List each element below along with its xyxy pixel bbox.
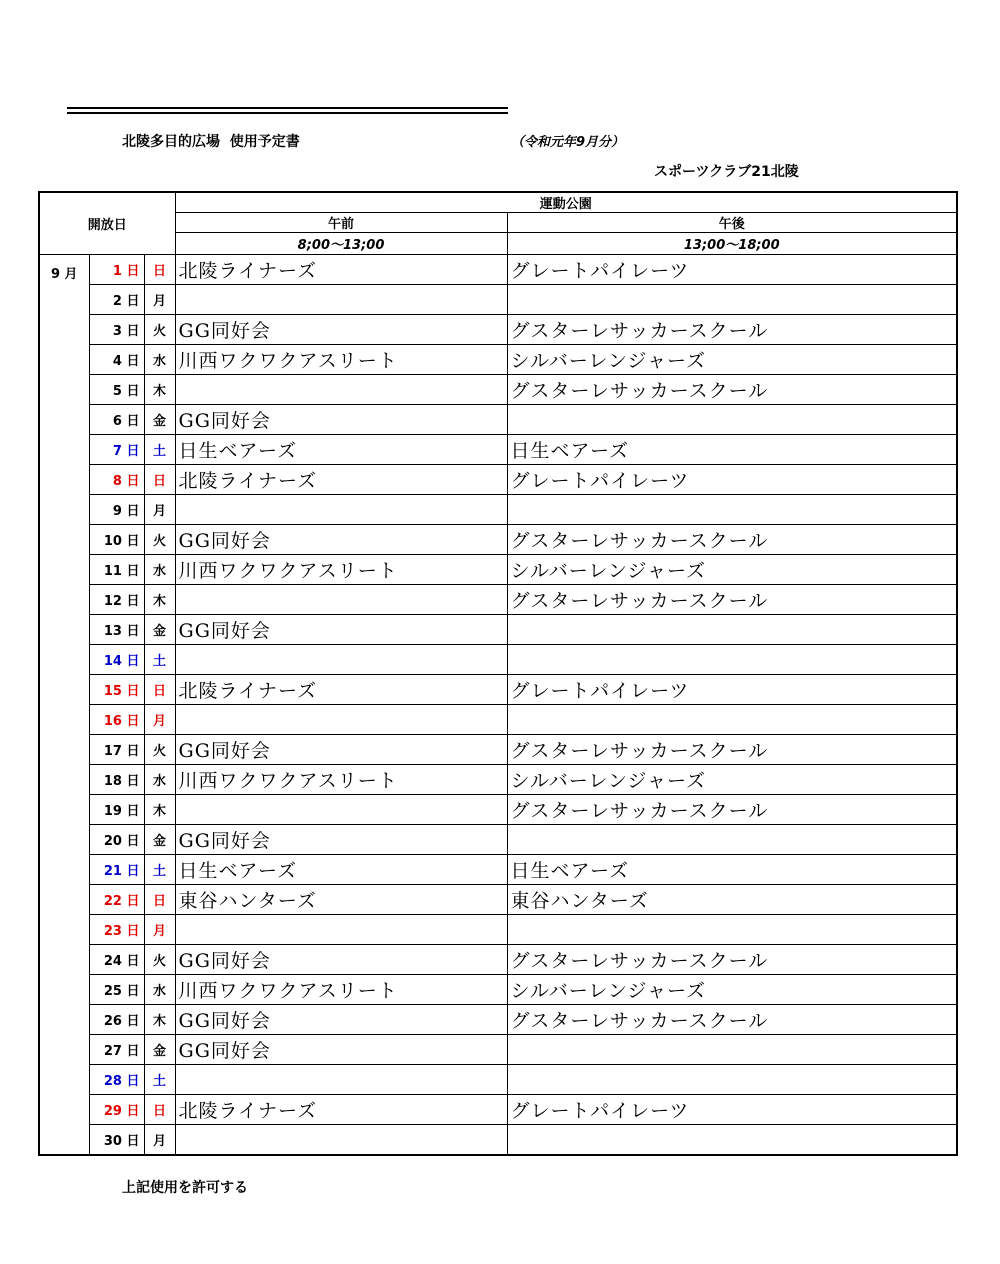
table-row — [39, 1095, 957, 1125]
day-number: 27 日 — [89, 1035, 144, 1065]
am-booking: GG同好会 — [175, 525, 507, 555]
am-booking — [175, 285, 507, 315]
pm-booking — [507, 1065, 957, 1095]
am-booking: GG同好会 — [175, 825, 507, 855]
pm-booking: グスターレサッカースクール — [507, 945, 957, 975]
day-of-week: 火 — [144, 735, 175, 765]
pm-booking: シルバーレンジャーズ — [507, 975, 957, 1005]
table-row — [39, 885, 957, 915]
pm-booking: グスターレサッカースクール — [507, 525, 957, 555]
am-booking: 日生ベアーズ — [175, 435, 507, 465]
day-of-week: 木 — [144, 795, 175, 825]
pm-booking — [507, 285, 957, 315]
day-of-week: 水 — [144, 765, 175, 795]
day-of-week: 土 — [144, 435, 175, 465]
day-of-week: 土 — [144, 855, 175, 885]
day-number: 17 日 — [89, 735, 144, 765]
am-booking: 北陵ライナーズ — [175, 465, 507, 495]
am-booking — [175, 1065, 507, 1095]
pm-booking — [507, 1035, 957, 1065]
am-time-header: 8;00～13;00 — [175, 233, 507, 255]
am-booking — [175, 645, 507, 675]
day-number: 23 日 — [89, 915, 144, 945]
pm-booking: グスターレサッカースクール — [507, 1005, 957, 1035]
day-number: 12 日 — [89, 585, 144, 615]
table-row — [39, 345, 957, 375]
table-row — [39, 435, 957, 465]
day-number: 9 日 — [89, 495, 144, 525]
day-number: 4 日 — [89, 345, 144, 375]
day-number: 15 日 — [89, 675, 144, 705]
pm-booking: グスターレサッカースクール — [507, 375, 957, 405]
am-booking — [175, 915, 507, 945]
day-of-week: 金 — [144, 405, 175, 435]
day-of-week: 日 — [144, 885, 175, 915]
table-row — [39, 615, 957, 645]
am-booking — [175, 705, 507, 735]
pm-header: 午後 — [507, 213, 957, 233]
day-number: 11 日 — [89, 555, 144, 585]
table-row — [39, 525, 957, 555]
table-row — [39, 315, 957, 345]
day-of-week: 日 — [144, 465, 175, 495]
am-booking — [175, 795, 507, 825]
pm-booking: グスターレサッカースクール — [507, 585, 957, 615]
day-of-week: 月 — [144, 495, 175, 525]
day-of-week: 月 — [144, 285, 175, 315]
table-row — [39, 855, 957, 885]
table-row — [39, 1125, 957, 1156]
pm-booking: シルバーレンジャーズ — [507, 345, 957, 375]
day-number: 28 日 — [89, 1065, 144, 1095]
day-of-week: 土 — [144, 1065, 175, 1095]
am-booking — [175, 1125, 507, 1156]
day-number: 8 日 — [89, 465, 144, 495]
day-of-week: 日 — [144, 1095, 175, 1125]
am-booking: 川西ワクワクアスリート — [175, 555, 507, 585]
day-number: 22 日 — [89, 885, 144, 915]
day-number: 10 日 — [89, 525, 144, 555]
table-row — [39, 375, 957, 405]
pm-booking — [507, 1125, 957, 1156]
pm-booking — [507, 405, 957, 435]
day-of-week: 木 — [144, 1005, 175, 1035]
day-of-week: 金 — [144, 825, 175, 855]
am-booking: GG同好会 — [175, 735, 507, 765]
pm-booking: グレートパイレーツ — [507, 1095, 957, 1125]
table-row — [39, 255, 957, 285]
organization-name: スポーツクラブ21北陵 — [654, 164, 799, 180]
day-of-week: 水 — [144, 345, 175, 375]
am-booking: 川西ワクワクアスリート — [175, 975, 507, 1005]
table-row — [39, 645, 957, 675]
pm-booking: 日生ベアーズ — [507, 855, 957, 885]
schedule-table — [38, 191, 958, 1156]
am-booking: 川西ワクワクアスリート — [175, 345, 507, 375]
am-booking — [175, 375, 507, 405]
pm-booking — [507, 495, 957, 525]
day-number: 24 日 — [89, 945, 144, 975]
day-of-week: 月 — [144, 705, 175, 735]
table-row — [39, 705, 957, 735]
am-booking — [175, 585, 507, 615]
day-number: 14 日 — [89, 645, 144, 675]
pm-booking — [507, 645, 957, 675]
day-number: 29 日 — [89, 1095, 144, 1125]
pm-booking: グレートパイレーツ — [507, 465, 957, 495]
day-number: 1 日 — [89, 255, 144, 285]
pm-booking: シルバーレンジャーズ — [507, 765, 957, 795]
day-number: 20 日 — [89, 825, 144, 855]
am-booking: 日生ベアーズ — [175, 855, 507, 885]
pm-booking: 日生ベアーズ — [507, 435, 957, 465]
day-number: 7 日 — [89, 435, 144, 465]
day-number: 6 日 — [89, 405, 144, 435]
day-number: 5 日 — [89, 375, 144, 405]
am-booking: 東谷ハンターズ — [175, 885, 507, 915]
table-row — [39, 405, 957, 435]
pm-booking: グスターレサッカースクール — [507, 795, 957, 825]
table-row — [39, 915, 957, 945]
day-of-week: 月 — [144, 915, 175, 945]
day-number: 18 日 — [89, 765, 144, 795]
day-of-week: 火 — [144, 945, 175, 975]
pm-booking — [507, 705, 957, 735]
day-of-week: 土 — [144, 645, 175, 675]
pm-booking — [507, 615, 957, 645]
am-booking: GG同好会 — [175, 1005, 507, 1035]
day-number: 30 日 — [89, 1125, 144, 1156]
table-row — [39, 285, 957, 315]
day-number: 19 日 — [89, 795, 144, 825]
pm-booking: 東谷ハンターズ — [507, 885, 957, 915]
table-row — [39, 585, 957, 615]
table-row — [39, 975, 957, 1005]
day-of-week: 日 — [144, 675, 175, 705]
table-row — [39, 765, 957, 795]
venue-header: 運動公園 — [175, 192, 957, 213]
open-day-header: 開放日 — [39, 192, 175, 255]
table-row — [39, 1035, 957, 1065]
pm-booking: グスターレサッカースクール — [507, 735, 957, 765]
period-label: （令和元年9月分） — [511, 135, 625, 150]
pm-booking: グスターレサッカースクール — [507, 315, 957, 345]
am-booking: 北陵ライナーズ — [175, 675, 507, 705]
table-row — [39, 945, 957, 975]
pm-booking: シルバーレンジャーズ — [507, 555, 957, 585]
day-of-week: 木 — [144, 375, 175, 405]
pm-booking: グレートパイレーツ — [507, 675, 957, 705]
approval-note: 上記使用を許可する — [122, 1180, 248, 1196]
am-booking — [175, 495, 507, 525]
pm-booking — [507, 915, 957, 945]
top-rule — [67, 107, 508, 114]
day-of-week: 月 — [144, 1125, 175, 1156]
table-row — [39, 465, 957, 495]
am-booking: 北陵ライナーズ — [175, 1095, 507, 1125]
am-booking: GG同好会 — [175, 945, 507, 975]
am-booking: GG同好会 — [175, 615, 507, 645]
pm-time-header: 13;00～18;00 — [507, 233, 957, 255]
am-booking: GG同好会 — [175, 315, 507, 345]
am-header: 午前 — [175, 213, 507, 233]
table-row — [39, 555, 957, 585]
pm-booking — [507, 825, 957, 855]
table-row — [39, 735, 957, 765]
day-of-week: 日 — [144, 255, 175, 285]
table-row — [39, 495, 957, 525]
day-number: 25 日 — [89, 975, 144, 1005]
table-row — [39, 1005, 957, 1035]
day-number: 2 日 — [89, 285, 144, 315]
day-of-week: 火 — [144, 525, 175, 555]
day-of-week: 水 — [144, 555, 175, 585]
day-of-week: 金 — [144, 615, 175, 645]
day-number: 26 日 — [89, 1005, 144, 1035]
day-of-week: 金 — [144, 1035, 175, 1065]
day-number: 3 日 — [89, 315, 144, 345]
am-booking: GG同好会 — [175, 405, 507, 435]
day-of-week: 火 — [144, 315, 175, 345]
day-number: 16 日 — [89, 705, 144, 735]
day-of-week: 木 — [144, 585, 175, 615]
table-row — [39, 795, 957, 825]
day-of-week: 水 — [144, 975, 175, 1005]
am-booking: 北陵ライナーズ — [175, 255, 507, 285]
day-number: 21 日 — [89, 855, 144, 885]
pm-booking: グレートパイレーツ — [507, 255, 957, 285]
am-booking: GG同好会 — [175, 1035, 507, 1065]
table-row — [39, 675, 957, 705]
table-row — [39, 1065, 957, 1095]
am-booking: 川西ワクワクアスリート — [175, 765, 507, 795]
day-number: 13 日 — [89, 615, 144, 645]
document-title: 北陵多目的広場 使用予定書 — [122, 134, 300, 150]
table-row — [39, 825, 957, 855]
month-label: 9 月 — [39, 255, 89, 1156]
